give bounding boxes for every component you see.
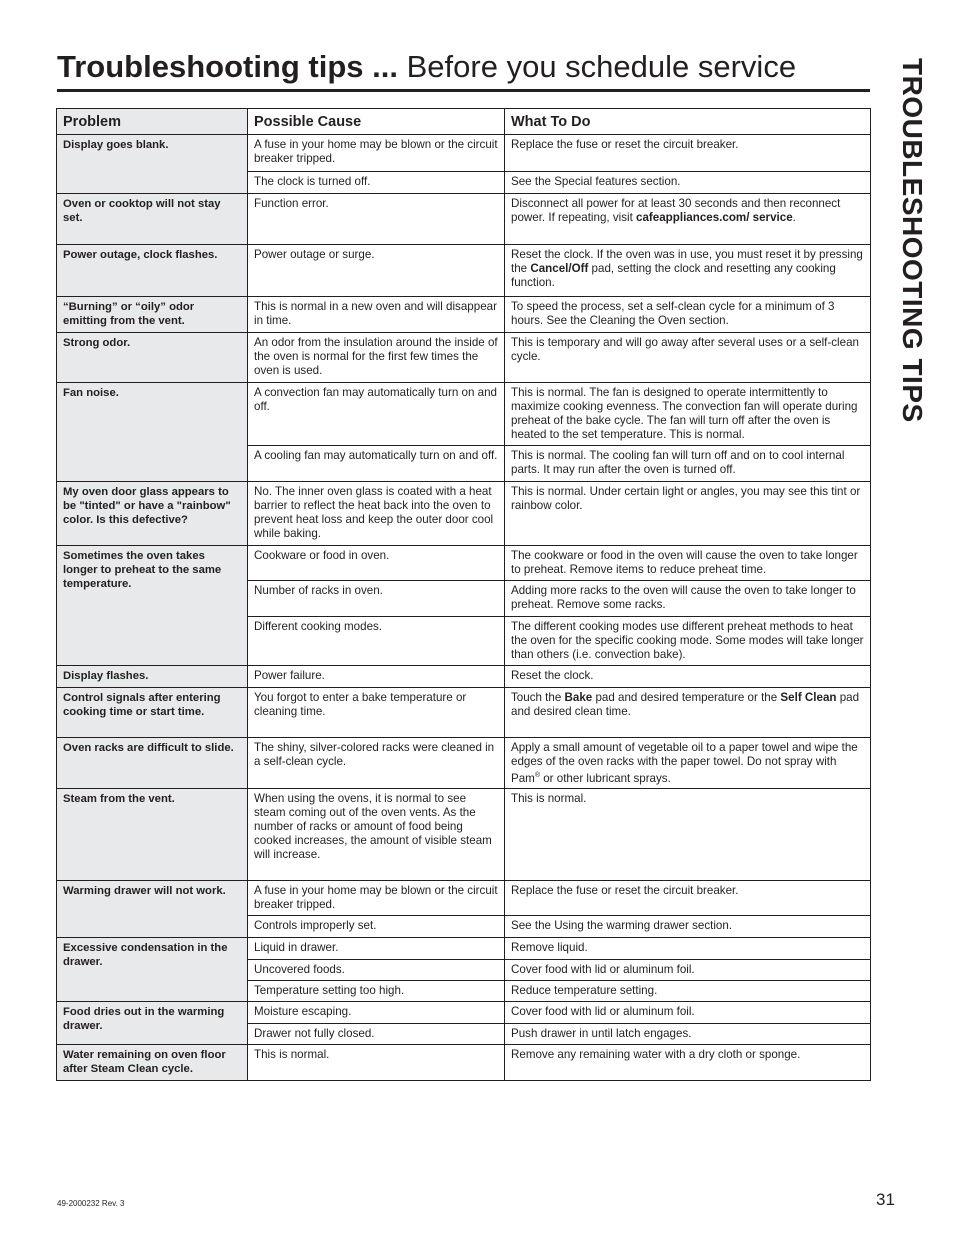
what-to-do-cell	[505, 959, 871, 980]
cause-cell: A cooling fan may automatically turn on and off.	[248, 446, 505, 482]
what-to-do-text: This is temporary and will go away after several uses or a self-clean cycle.	[511, 336, 859, 363]
cause-cell: Liquid in drawer.	[248, 937, 505, 959]
cause-cell: When using the ovens, it is normal to see steam coming out of the oven vents. As the number of racks or amount of food being cooked increases, the amount of visible steam will increase.	[248, 788, 505, 880]
what-to-do-cell	[505, 1023, 871, 1044]
table-header-row	[57, 109, 871, 135]
problem-cell: Power outage, clock flashes.	[57, 245, 248, 297]
problem-cell: Oven racks are difficult to slide.	[57, 738, 248, 789]
table-row	[57, 666, 871, 688]
what-to-do-text: This is normal. The cooling fan will turn off and on to cool internal parts. It may run after the oven is turned off.	[511, 449, 845, 476]
cause-cell: Temperature setting too high.	[248, 980, 505, 1001]
what-to-do-cell	[505, 135, 871, 172]
cause-cell: A fuse in your home may be blown or the circuit breaker tripped.	[248, 135, 505, 172]
problem-cell: Water remaining on oven floor after Steam Clean cycle.	[57, 1044, 248, 1080]
what-to-do-text: Reset the clock. If the oven was in use, you must reset it by pressing the	[511, 248, 863, 275]
cause-cell: Moisture escaping.	[248, 1001, 505, 1023]
table-row	[57, 194, 871, 245]
what-to-do-text: or other lubricant sprays.	[540, 771, 671, 785]
cause-cell: A fuse in your home may be blown or the circuit breaker tripped.	[248, 880, 505, 915]
what-to-do-text: Cancel/Off	[530, 262, 589, 275]
what-to-do-text: The cookware or food in the oven will cause the oven to take longer to preheat. Remove items to reduce preheat time.	[511, 549, 858, 576]
table-row	[57, 297, 871, 333]
table-row	[57, 1001, 871, 1023]
what-to-do-text: To speed the process, set a self-clean cycle for a minimum of 3 hours. See the Cleaning the Oven section.	[511, 300, 835, 327]
what-to-do-text: pad and desired clean time.	[511, 691, 860, 718]
problem-cell: Sometimes the oven takes longer to preheat to the same temperature.	[57, 546, 248, 666]
cause-cell: This is normal in a new oven and will disappear in time.	[248, 297, 505, 333]
what-to-do-text: Remove any remaining water with a dry cloth or sponge.	[511, 1047, 801, 1061]
what-to-do-text: This is normal.	[511, 791, 587, 805]
problem-cell: Fan noise.	[57, 383, 248, 482]
cause-cell: Controls improperly set.	[248, 915, 505, 937]
cause-cell: An odor from the insulation around the inside of the oven is normal for the first few times the oven is used.	[248, 333, 505, 383]
what-to-do-text: Disconnect all power for at least 30 seconds and then reconnect power. If repeating, visit	[511, 197, 841, 224]
table-row	[57, 688, 871, 738]
problem-cell: “Burning” or “oily” odor emitting from the vent.	[57, 297, 248, 333]
problem-cell: Steam from the vent.	[57, 788, 248, 880]
table-row	[57, 245, 871, 297]
cause-cell: No. The inner oven glass is coated with a heat barrier to reflect the heat back into the oven to prevent heat loss and keep the outer door cool while baking.	[248, 482, 505, 546]
what-to-do-cell	[505, 245, 871, 297]
cause-cell: Uncovered foods.	[248, 959, 505, 980]
what-to-do-text: cafeappliances.com/ service	[636, 211, 793, 224]
problem-cell: Display goes blank.	[57, 135, 248, 194]
cause-cell: Function error.	[248, 194, 505, 245]
problem-cell: Control signals after entering cooking time or start time.	[57, 688, 248, 738]
page-title-rest: Before you schedule service	[406, 49, 797, 84]
what-to-do-cell	[505, 172, 871, 194]
what-to-do-cell	[505, 788, 871, 880]
problem-cell: Warming drawer will not work.	[57, 880, 248, 937]
what-to-do-text: pad and desired temperature or the	[592, 691, 781, 704]
problem-cell: Display flashes.	[57, 666, 248, 688]
cause-cell: A convection fan may automatically turn on and off.	[248, 383, 505, 446]
cause-cell: The clock is turned off.	[248, 172, 505, 194]
what-to-do-text: This is normal. The fan is designed to operate intermittently to maximize cooking evenness. The convection fan will operate during preheat of the bake cycle. The fan will turn off after the oven is heated to the set temperature. This is normal.	[511, 386, 858, 441]
page-title-bold: Troubleshooting tips ...	[57, 49, 398, 84]
cause-cell: Drawer not fully closed.	[248, 1023, 505, 1044]
what-to-do-cell	[505, 617, 871, 666]
page-title	[57, 48, 796, 86]
what-to-do-text: Reset the clock.	[511, 669, 594, 682]
page-number: 31	[876, 1190, 895, 1209]
document-number: 49-2000232 Rev. 3	[57, 1199, 125, 1208]
what-to-do-text: This is normal. Under certain light or angles, you may see this tint or rainbow color.	[511, 485, 861, 512]
what-to-do-cell	[505, 383, 871, 446]
what-to-do-text: Self Clean	[780, 691, 837, 704]
side-section-label: TROUBLESHOOTING TIPS	[897, 58, 928, 423]
what-to-do-text: See the Using the warming drawer section.	[511, 918, 733, 932]
cause-cell: Number of racks in oven.	[248, 581, 505, 617]
what-to-do-text: Replace the fuse or reset the circuit breaker.	[511, 883, 739, 897]
cause-cell: Different cooking modes.	[248, 617, 505, 666]
column-header-possible-cause: Possible Cause	[248, 109, 505, 135]
problem-cell: Food dries out in the warming drawer.	[57, 1001, 248, 1044]
cause-cell: This is normal.	[248, 1044, 505, 1080]
table-row	[57, 333, 871, 383]
what-to-do-text: Adding more racks to the oven will cause the oven to take longer to preheat. Remove some racks.	[511, 584, 856, 611]
table-row	[57, 546, 871, 581]
what-to-do-text: See the Special features section.	[511, 175, 681, 188]
what-to-do-cell	[505, 980, 871, 1001]
what-to-do-cell	[505, 937, 871, 959]
what-to-do-cell	[505, 688, 871, 738]
what-to-do-text: ®	[534, 772, 541, 779]
table-row	[57, 880, 871, 915]
what-to-do-cell	[505, 482, 871, 546]
what-to-do-cell	[505, 1001, 871, 1023]
table-row	[57, 383, 871, 446]
problem-cell: Excessive condensation in the drawer.	[57, 937, 248, 1001]
what-to-do-cell	[505, 915, 871, 937]
what-to-do-text: Cover food with lid or aluminum foil.	[511, 1004, 695, 1018]
table-row	[57, 135, 871, 172]
cause-cell: Cookware or food in oven.	[248, 546, 505, 581]
table-row	[57, 788, 871, 880]
problem-cell: My oven door glass appears to be "tinted" or have a "rainbow" color. Is this defective?	[57, 482, 248, 546]
cause-cell: Power failure.	[248, 666, 505, 688]
table-body	[57, 135, 871, 1081]
what-to-do-cell	[505, 546, 871, 581]
what-to-do-cell	[505, 738, 871, 789]
cause-cell: Power outage or surge.	[248, 245, 505, 297]
what-to-do-cell	[505, 297, 871, 333]
what-to-do-text: Bake	[564, 691, 593, 704]
table-row	[57, 1044, 871, 1080]
what-to-do-cell	[505, 333, 871, 383]
troubleshooting-table	[56, 108, 871, 1081]
table-row	[57, 738, 871, 789]
column-header-problem: Problem	[57, 109, 248, 135]
column-header-what-to-do: What To Do	[505, 109, 871, 135]
problem-cell: Oven or cooktop will not stay set.	[57, 194, 248, 245]
what-to-do-cell	[505, 194, 871, 245]
table-row	[57, 482, 871, 546]
what-to-do-cell	[505, 446, 871, 482]
what-to-do-text: Replace the fuse or reset the circuit breaker.	[511, 138, 739, 151]
what-to-do-text: Apply a small amount of vegetable oil to a paper towel and wipe the edges of the oven racks with the paper towel. Do not spray with Pam	[511, 741, 858, 785]
what-to-do-cell	[505, 880, 871, 915]
what-to-do-text: Cover food with lid or aluminum foil.	[511, 962, 695, 976]
what-to-do-text: Push drawer in until latch engages.	[511, 1026, 692, 1040]
what-to-do-text: Reduce temperature setting.	[511, 983, 658, 997]
what-to-do-text: Remove liquid.	[511, 940, 588, 954]
cause-cell: The shiny, silver-colored racks were cleaned in a self-clean cycle.	[248, 738, 505, 789]
title-rule	[57, 89, 870, 92]
what-to-do-cell	[505, 666, 871, 688]
problem-cell: Strong odor.	[57, 333, 248, 383]
what-to-do-text: pad, setting the clock and resetting any cooking function.	[511, 262, 836, 289]
table-row	[57, 937, 871, 959]
cause-cell: You forgot to enter a bake temperature or cleaning time.	[248, 688, 505, 738]
what-to-do-text: Touch the	[511, 691, 565, 704]
what-to-do-cell	[505, 581, 871, 617]
what-to-do-text: The different cooking modes use different preheat methods to heat the oven for the specific cooking mode. Some modes will take longer than others (i.e. convection bake).	[511, 620, 864, 661]
what-to-do-text: .	[792, 211, 796, 224]
what-to-do-cell	[505, 1044, 871, 1080]
